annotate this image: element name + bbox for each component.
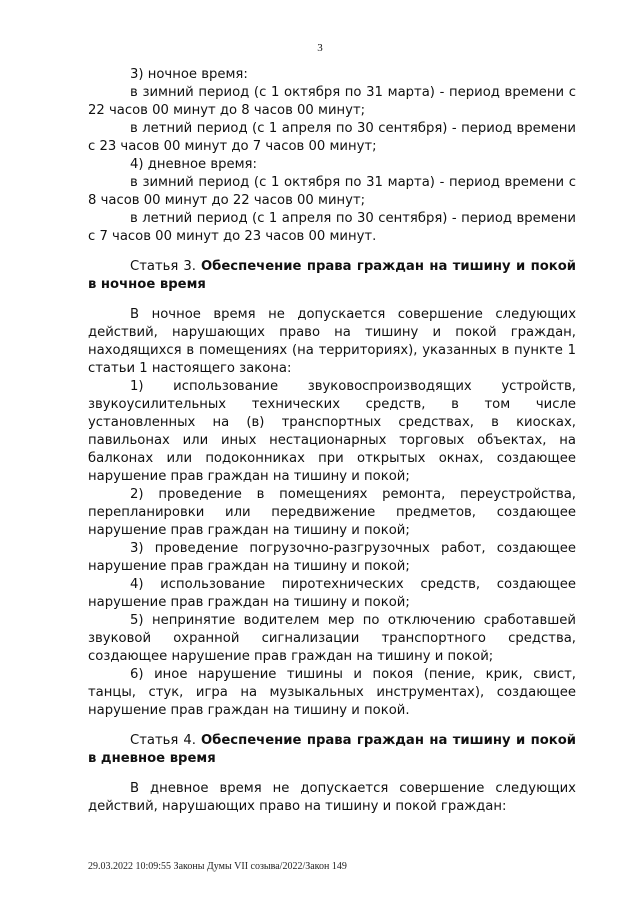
page-number: 3	[317, 42, 323, 54]
document-footer: 29.03.2022 10:09:55 Законы Думы VII созыва/2022/Закон 149	[88, 861, 347, 872]
document-body	[88, 66, 576, 816]
day-summer-period: в летний период (с 1 апреля по 30 сентября) - период времени с 7 часов 00 минут до 23 часов 00 минут.	[88, 211, 576, 244]
article-3-title: Обеспечение права граждан на тишину и покой в ночное время	[88, 259, 577, 292]
night-time-heading: 3) ночное время:	[130, 67, 248, 82]
night-winter-period: в зимний период (с 1 октября по 31 марта) - период времени с 22 часов 00 минут до 8 часов 00 минут;	[88, 85, 576, 118]
article-3-label: Статья 3.	[130, 259, 196, 274]
article-3-item-5: 5) непринятие водителем мер по отключению сработавшей звуковой охранной сигнализации транспортного средства, создающее нарушение прав граждан на тишину и покой;	[88, 613, 576, 664]
article-3-intro: В ночное время не допускается совершение следующих действий, нарушающих право на тишину и покой граждан, находящихся в помещениях (на территориях), указанных в пункте 1 статьи 1 настоящего закона:	[88, 307, 576, 376]
article-4-title: Обеспечение права граждан на тишину и покой в дневное время	[88, 733, 577, 766]
article-3-heading	[88, 258, 576, 294]
day-time-heading: 4) дневное время:	[130, 157, 257, 172]
article-4-intro: В дневное время не допускается совершение следующих действий, нарушающих право на тишину и покой граждан:	[88, 781, 576, 814]
article-3-item-6: 6) иное нарушение тишины и покоя (пение, крик, свист, танцы, стук, игра на музыкальных инструментах), создающее нарушение прав граждан на тишину и покой.	[88, 667, 576, 718]
article-3-item-2: 2) проведение в помещениях ремонта, переустройства, перепланировки или передвижение предметов, создающее нарушение прав граждан на тишину и покой;	[88, 487, 576, 538]
night-summer-period: в летний период (с 1 апреля по 30 сентября) - период времени с 23 часов 00 минут до 7 часов 00 минут;	[88, 121, 576, 154]
article-3-item-3: 3) проведение погрузочно-разгрузочных работ, создающее нарушение прав граждан на тишину и покой;	[88, 541, 576, 574]
article-4-heading	[88, 732, 576, 768]
article-3-item-1: 1) использование звуковоспроизводящих устройств, звукоусилительных технических средств, в том числе установленных на (в) транспортных средствах, в киосках, павильонах или иных нестационарных торговых объектах, на балконах или подоконниках при открытых окнах, создающее нарушение прав граждан на тишину и покой;	[88, 379, 576, 484]
article-4-label: Статья 4.	[130, 733, 196, 748]
day-winter-period: в зимний период (с 1 октября по 31 марта) - период времени с 8 часов 00 минут до 22 часов 00 минут;	[88, 175, 576, 208]
article-3-item-4: 4) использование пиротехнических средств, создающее нарушение прав граждан на тишину и покой;	[88, 577, 576, 610]
